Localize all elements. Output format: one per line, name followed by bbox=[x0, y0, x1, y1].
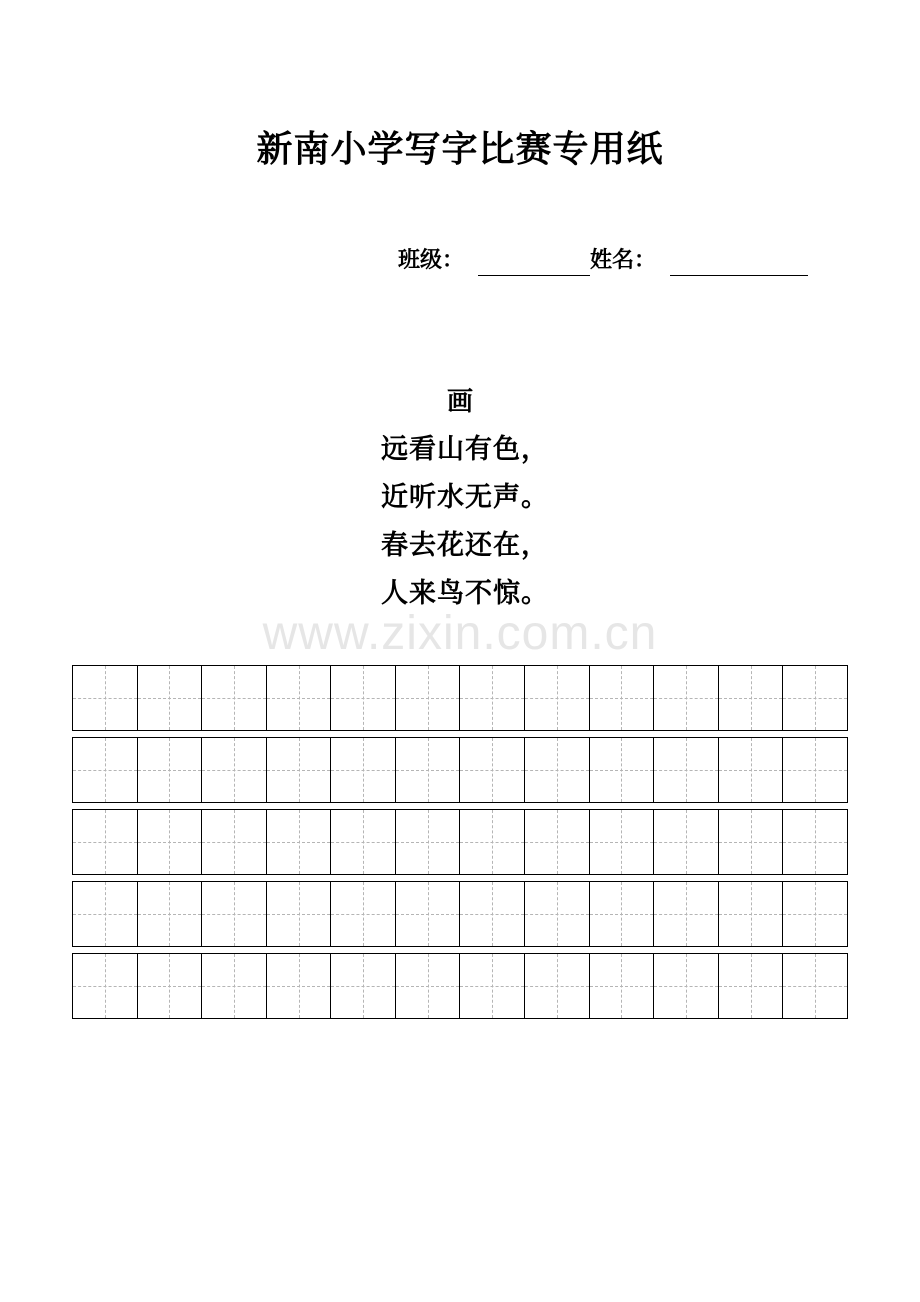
writing-cell[interactable] bbox=[396, 666, 461, 730]
writing-cell[interactable] bbox=[267, 738, 332, 802]
poem-line: 远看山有色， bbox=[381, 434, 549, 465]
writing-cell[interactable] bbox=[590, 738, 655, 802]
writing-cell[interactable] bbox=[525, 810, 590, 874]
writing-cell[interactable] bbox=[654, 666, 719, 730]
writing-grid bbox=[72, 665, 848, 1025]
name-label: 姓名： bbox=[590, 247, 657, 273]
writing-cell[interactable] bbox=[396, 810, 461, 874]
writing-cell[interactable] bbox=[202, 810, 267, 874]
writing-cell[interactable] bbox=[138, 666, 203, 730]
writing-cell[interactable] bbox=[331, 954, 396, 1018]
writing-cell[interactable] bbox=[396, 954, 461, 1018]
writing-cell[interactable] bbox=[525, 666, 590, 730]
writing-cell[interactable] bbox=[654, 810, 719, 874]
writing-cell[interactable] bbox=[73, 738, 138, 802]
writing-cell[interactable] bbox=[783, 882, 848, 946]
writing-cell[interactable] bbox=[590, 810, 655, 874]
writing-cell[interactable] bbox=[590, 666, 655, 730]
writing-cell[interactable] bbox=[525, 738, 590, 802]
poem-title: 画 bbox=[446, 387, 473, 417]
writing-cell[interactable] bbox=[331, 666, 396, 730]
writing-cell[interactable] bbox=[460, 810, 525, 874]
writing-cell[interactable] bbox=[202, 954, 267, 1018]
writing-cell[interactable] bbox=[267, 882, 332, 946]
writing-cell[interactable] bbox=[525, 882, 590, 946]
writing-cell[interactable] bbox=[719, 738, 784, 802]
writing-cell[interactable] bbox=[783, 954, 848, 1018]
writing-cell[interactable] bbox=[590, 954, 655, 1018]
writing-cell[interactable] bbox=[138, 882, 203, 946]
writing-cell[interactable] bbox=[73, 882, 138, 946]
watermark: www.zixin.com.cn bbox=[262, 607, 658, 660]
writing-cell[interactable] bbox=[331, 810, 396, 874]
writing-cell[interactable] bbox=[654, 954, 719, 1018]
writing-cell[interactable] bbox=[138, 810, 203, 874]
poem-line: 近听水无声。 bbox=[381, 482, 549, 513]
writing-cell[interactable] bbox=[138, 954, 203, 1018]
writing-cell[interactable] bbox=[202, 738, 267, 802]
writing-cell[interactable] bbox=[331, 882, 396, 946]
writing-cell[interactable] bbox=[460, 666, 525, 730]
poem-line: 春去花还在， bbox=[381, 530, 549, 561]
writing-cell[interactable] bbox=[719, 666, 784, 730]
writing-cell[interactable] bbox=[73, 954, 138, 1018]
writing-cell[interactable] bbox=[73, 666, 138, 730]
writing-cell[interactable] bbox=[460, 954, 525, 1018]
writing-cell[interactable] bbox=[331, 738, 396, 802]
writing-cell[interactable] bbox=[73, 810, 138, 874]
class-label: 班级： bbox=[398, 247, 465, 273]
writing-cell[interactable] bbox=[590, 882, 655, 946]
writing-cell[interactable] bbox=[525, 954, 590, 1018]
writing-cell[interactable] bbox=[654, 882, 719, 946]
grid-row bbox=[72, 881, 848, 947]
writing-cell[interactable] bbox=[396, 882, 461, 946]
writing-cell[interactable] bbox=[138, 738, 203, 802]
grid-row bbox=[72, 737, 848, 803]
writing-cell[interactable] bbox=[783, 666, 848, 730]
grid-row bbox=[72, 953, 848, 1019]
writing-cell[interactable] bbox=[460, 882, 525, 946]
grid-row bbox=[72, 809, 848, 875]
writing-cell[interactable] bbox=[783, 810, 848, 874]
name-blank-field[interactable] bbox=[670, 249, 808, 276]
writing-cell[interactable] bbox=[719, 954, 784, 1018]
writing-cell[interactable] bbox=[202, 666, 267, 730]
writing-cell[interactable] bbox=[267, 954, 332, 1018]
writing-cell[interactable] bbox=[202, 882, 267, 946]
writing-cell[interactable] bbox=[783, 738, 848, 802]
writing-cell[interactable] bbox=[267, 810, 332, 874]
writing-cell[interactable] bbox=[460, 738, 525, 802]
writing-cell[interactable] bbox=[396, 738, 461, 802]
student-info bbox=[398, 240, 808, 276]
writing-cell[interactable] bbox=[654, 738, 719, 802]
poem bbox=[0, 378, 920, 618]
page-title: 新南小学写字比赛专用纸 bbox=[256, 128, 664, 170]
grid-row bbox=[72, 665, 848, 731]
writing-cell[interactable] bbox=[719, 882, 784, 946]
class-blank-field[interactable] bbox=[478, 249, 590, 276]
poem-line: 人来鸟不惊。 bbox=[381, 578, 549, 609]
writing-cell[interactable] bbox=[719, 810, 784, 874]
writing-cell[interactable] bbox=[267, 666, 332, 730]
